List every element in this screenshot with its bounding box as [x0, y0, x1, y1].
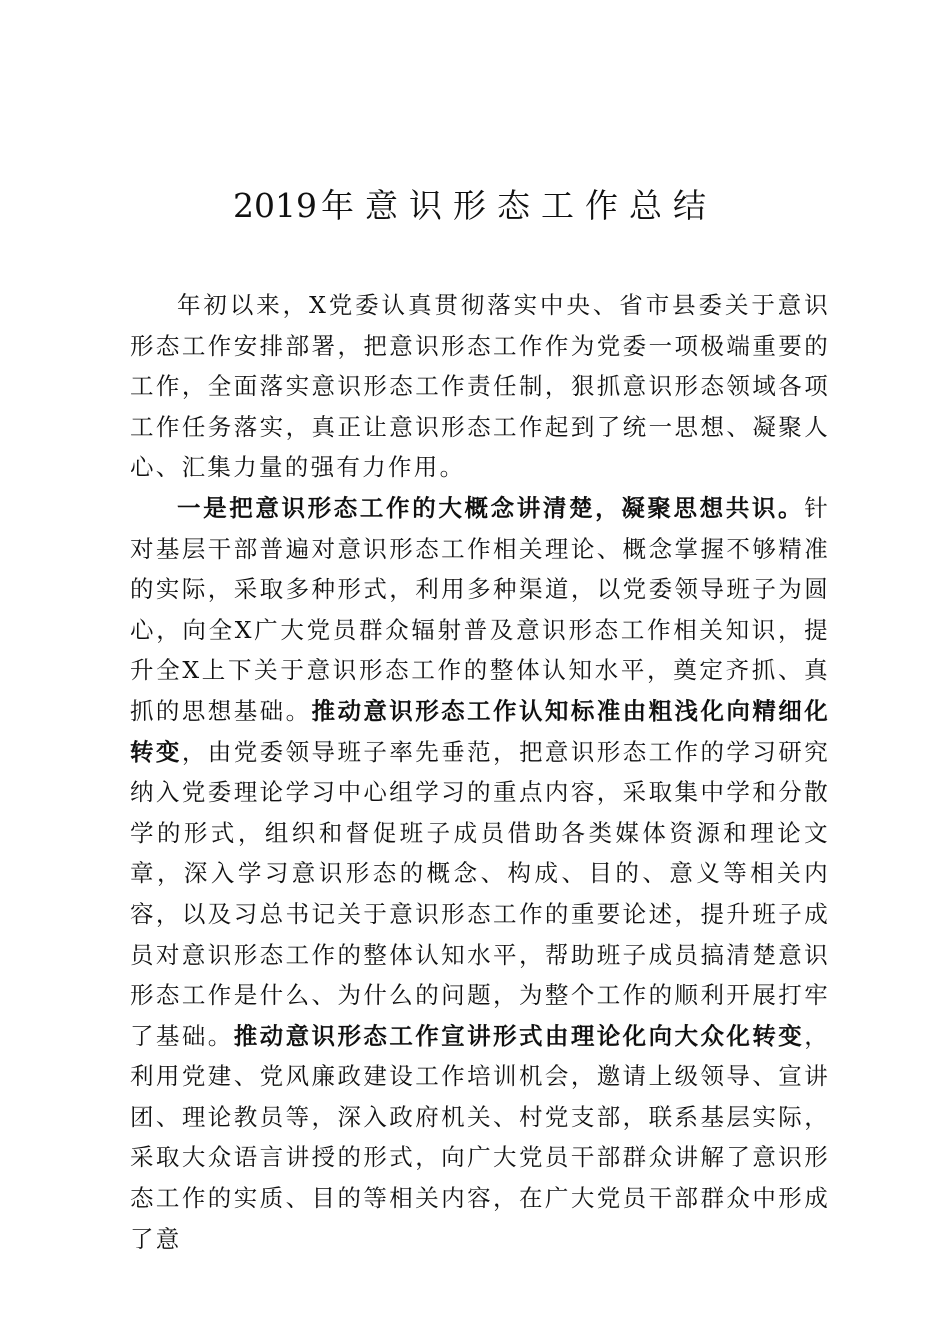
paragraph-section-one — [130, 488, 830, 1259]
title-text: 年意识形态工作总结 — [320, 186, 717, 225]
section-heading-bold: 一是把意识形态工作的大概念讲清楚，凝聚思想共识。 — [177, 493, 805, 522]
paragraph-text: 年初以来，X党委认真贯彻落实中央、省市县委关于意识形态工作安排部署，把意识形态工作作为党委一项极端重要的工作，全面落实意识形态工作责任制，狠抓意识形态领域各项工作任务落实，真正让意识形态工作起到了统一思想、凝聚人心、汇集力量的强有力作用。 — [130, 291, 830, 482]
title-year: 2019 — [233, 186, 317, 225]
paragraph-intro — [130, 285, 830, 488]
document-body — [130, 285, 830, 1259]
emphasis-bold: 推动意识形态工作宣讲形式由理论化向大众化转变 — [233, 1021, 805, 1050]
emphasis-bold: 推动意识形态工作认知标准由粗浅化向精细化转变 — [130, 696, 830, 766]
paragraph-text: ，由党委领导班子率先垂范，把意识形态工作的学习研究纳入党委理论学习中心组学习的重点内容，采取集中学和分散学的形式，组织和督促班子成员借助各类媒体资源和理论文章，深入学习意识形态的概念、构成、目的、意义等相关内容，以及习总书记关于意识形态工作的重要论述，提升班子成员对意识形态工作的整体认知水平，帮助班子成员搞清楚意识形态工作是什么、为什么的问题，为整个工作的顺利开展打牢了基础。 — [130, 737, 831, 1050]
document-title — [0, 182, 950, 230]
paragraph-text: 针对基层干部普遍对意识形态工作相关理论、概念掌握不够精准的实际，采取多种形式，利用多种渠道，以党委领导班子为圆心，向全X广大党员群众辐射普及意识形态工作相关知识，提升全X上下关于意识形态工作的整体认知水平，奠定齐抓、真抓的思想基础。 — [130, 493, 830, 725]
paragraph-text: ，利用党建、党风廉政建设工作培训机会，邀请上级领导、宣讲团、理论教员等，深入政府机关、村党支部，联系基层实际，采取大众语言讲授的形式，向广大党员干部群众讲解了意识形态工作的实质、目的等相关内容，在广大党员干部群众中形成了意 — [130, 1021, 831, 1253]
